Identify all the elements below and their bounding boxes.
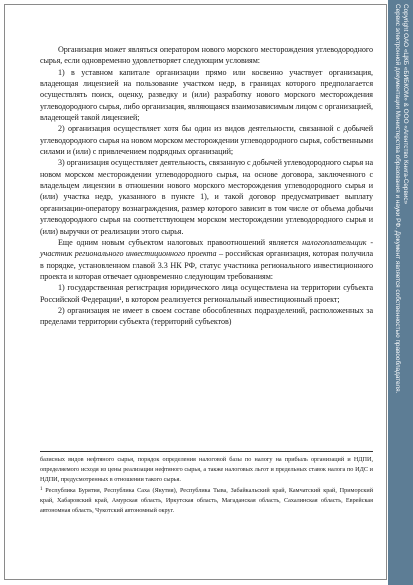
new-subject-term: налогоплательщик - участник регионального инвестиционного проекта (40, 237, 373, 259)
paragraph-operator-definition: Организация может являться оператором нового морского месторождения углеводородного сырья, если одновременно удовлетворяет следующим условиям: (40, 45, 373, 66)
new-subject-lead: Еще одним новым субъектом налоговых правоотношений является (58, 237, 299, 247)
paragraph-condition-2: 2) организация осуществляет хотя бы один из видов деятельности, связанной с добычей углеводородного сырья на новом морском месторождении углеводородного сырья, собственными силами и (или) с привлечением подрядных организаций; (40, 124, 373, 157)
footnote-divider (40, 451, 373, 452)
paragraph-condition-1: 1) в уставном капитале организации прямо или косвенно участвует организация, владеющая лицензией на пользование участком недр, в границах которого предполагается осуществлять поиск, оценку, разведку и (или) разработку нового морского месторождения углеводородного сырья, либо организация, являющаяся взаимозависимым лицом с организацией, владеющей такой лицензией; (40, 67, 373, 123)
watermark-line-1: Copyright ОАО «ЦКБ «БИБКОМ» & ООО «Aгентство Книга-Сервис» (402, 4, 409, 205)
paragraph-requirement-2: 2) организация не имеет в своем составе обособленных подразделений, расположенных за пределами территории субъекта (территорий субъектов) (40, 305, 373, 327)
paragraph-condition-3: 3) организация осуществляет деятельность, связанную с добычей углеводородного сырья на новом морском месторождении углеводородного сырья, на основе договора, заключенного с владельцем лицензии в отношении нового морского месторождения углеводородного сырья и (или) участка недр, указанного в пункте 1), и такой договор предусматривает выплату организации-оператору вознаграждения, размер которого зависит в том числе от объема добычи углеводородного сырья на соответствующем морском месторождении углеводородного сырья и (или) выручки от реализации этого сырья. (40, 158, 373, 236)
paragraph-requirement-1: 1) государственная регистрация юридического лица осуществлена на территории субъекта Российской Федерации¹, в котором реализуется региональный инвестиционный проект; (40, 283, 373, 304)
watermark-line-2: Сервис электронной документации Министерства образования и науки РФ. Документ является собственностью правообладателя. (394, 4, 401, 394)
footnote-text: Республика Бурятия, Республика Саха (Якутия), Республика Тыва, Забайкальский край, Камчатский край, Приморский край, Хабаровский край, Амурская область, Иркутская область, Магаданская область, Сахалинская область, Еврейская автономная область, Чукотский автономный округ. (40, 486, 374, 515)
paragraph-new-subject (40, 237, 373, 282)
body-text (40, 44, 373, 328)
watermark-text (393, 4, 409, 581)
footnote-continuation: базисных видов нефтяного сырья, порядок определения налоговой базы по налогу на прибыль организаций и НДПИ, определяемого исходя из цены реализации нефтяного сырья, а также налоговых льгот и предельных ставок налога по ИДС и НДПИ, предусмотренных в отношении такого сырья. (40, 456, 373, 484)
footnote-1 (40, 486, 373, 517)
footnotes (40, 455, 373, 516)
footnote-number: 1 (40, 486, 43, 492)
new-subject-rest: – российская организация, которая получила в порядке, установленном главой 3.3 НК РФ, статус участника регионального инвестиционного проекта и которая отвечает одновременно следующим требованиям: (40, 249, 373, 281)
